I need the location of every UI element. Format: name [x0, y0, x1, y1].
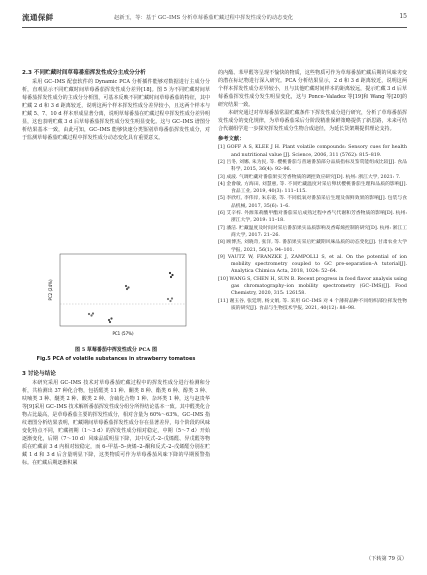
reference-item: [2] 吕冬, 刘娜, 朱为民, 等. 樱桃番茄与普通番茄部分品质指标及鉴赏能组成比较[J]. 食品科学, 2015, 36(4): 92–96. — [218, 159, 407, 173]
reference-item: [6] 艾辛梓. 外源茉莉酸甲酯对番茄采后成熟过程中香气代谢和芳香物质的影响[D]. 杭州: 浙江大学, 2019: 11–18. — [218, 211, 407, 224]
pca-cluster-7d — [169, 272, 174, 278]
right-column — [218, 69, 407, 312]
reference-item: [7] 潘洁. 贮藏温度及时间对采后番茄果实品质影响及香霉烯控制的研究[D]. 杭州: 浙江工商大学, 2017: 21–26. — [218, 225, 407, 238]
discussion-paragraph: 本研究采用 GC–IMS 技术对草莓番茄贮藏过程中的挥发性成分进行检测和分析，共检测出 37 种化合物，包括醛类 11 种、酮类 8 种、酯类 6 种、醇类 3 种、呋喃类 3 种、醚类 2 种、酸类 2 种、含硫化合物 1 种、杂环类 1 种，这与赵贵华等[9]采用 GC–IMS 技术解析番茄挥发性成分组分所得结论基本一致。其中醛类化合物占比最高，是草莓番茄主要的挥发性成分，相对含量为 60%～63%。GC–IMS 指纹谱图分析结果表明，贮藏期间草莓番茄挥发性成分存在显著差异，每个阶段的风味变化特点不同，贮藏初期（1～3 d）的挥发性成分相对稳定，中期（5～7 d）开始逐渐变化，后期（7～10 d）风味品质明显下降，其中反式–2–戊烯醛、异戊醛等物质在贮藏前 3 d 内相对较稳定，而 6–甲基–5–庚烯–2–酮和反式–2–戊烯醛分别在贮藏 1 d 和 3 d 后含量明显下降，这类物质可作为草莓番茄风味下降的早期预警指标。在贮藏后期逐渐积累 — [22, 380, 210, 467]
pca-cluster-3d — [108, 317, 113, 323]
pca-x-axis-label: PC1 (57%) — [112, 331, 134, 336]
left-column — [22, 69, 210, 142]
pca-plot-frame — [60, 254, 186, 326]
reference-item: [5] 李欣红, 李伟岸, 朱东姿, 等. 不同低氧对番茄采后生理及保鲜效果的影响[J]. 包装与食品机械, 2017, 35(6): 1–6. — [218, 196, 407, 209]
reference-item: [1] GOFF A S, KLEE J H. Plant volatile compounds: Sensory cues for health and nutritional value [J]. Science, 2006, 311 (5762): 815–819. — [218, 145, 407, 158]
pca-cluster-10d — [167, 297, 173, 302]
pca-cluster-2d — [88, 312, 94, 316]
conclusion-paragraph: 本研究通过对草莓番茄常温贮藏条件下挥发性成分进行研究，分析了草莓番茄挥发性成分的变化规律，为草莓番茄采后分阶段精准保鲜策略提供了新思路，未来可结合代谢组学进一步探究挥发性成分生物合成途径，为延长货架期提供理论支持。 — [218, 110, 407, 133]
header-rule — [22, 27, 407, 28]
pca-cluster-5d — [125, 285, 130, 290]
journal-name: 流通保鲜 — [22, 13, 54, 22]
running-header — [22, 12, 407, 24]
figure-caption-en: Fig.5 PCA of volatile substances in strawberry tomatoes — [36, 356, 196, 362]
continued-discussion-paragraph: 的内酯、苯甲醛等呈现不愉快的物质，这些物质可作为草莓番茄贮藏后期的风味劣变的潜在标记物进行深入研究。PCA 分析结果显示，2 d 和 3 d 距离较近，说明这两个样本挥发性成分差异较小，且与其他贮藏时间样本的距离较远，提示贮藏 3 d 后草莓番茄挥发性成分发生明显变化，这与 Ponce–Valadez 等[19]和 Wang 等[20]的研究结果一致。 — [218, 70, 407, 109]
reference-item: [8] 顾博杰, 刘晓奇, 张洋, 等. 番茄果实采后贮藏期风味品质的动态变化[J]. 甘肃农业大学学报, 2021, 56(1): 94–101. — [218, 240, 407, 253]
reference-item: [11] 谢玉谷, 张廷明, 杨文娟, 等. 采用 GC–IMS 对 4 个薄荷品种不同组织部位挥发性物质的研究[J]. 食品与生物技术学报, 2021, 40(12): 88–98. — [218, 298, 407, 311]
reference-item: [9] VAUTZ W, FRANZKE J, ZAMPOLLI S, et al. On the potential of ion mobility spectrometry coupled to GC pre-separation–A tutorial[J]. Analytica Chimica Acta, 2018, 1024: 52–64. — [218, 254, 407, 275]
continued-note: （下转第 79 页） — [365, 556, 407, 562]
reference-item: [4] 金會敏, 方海田, 刘慧惠, 等. 不同贮藏温度对采后卵状樱桃番茄生理和品质的影响[J]. 食品工业, 2019, 40(3): 111–115. — [218, 181, 407, 195]
figure-caption-cn: 图 5 草莓番茄中挥发性成分 PCA 图 — [74, 347, 158, 353]
page-number: 15 — [399, 13, 407, 20]
running-title: 赵新玉，等：基于 GC–IMS 分析草莓番茄贮藏过程中挥发性成分的动态变化 — [114, 15, 294, 21]
reference-item: [3] 成波. 气调贮藏对番茄果实芳香物质的调控效应研究[D]. 杭州: 浙江大学, 2021: 7. — [218, 174, 401, 180]
section-2-3-title: 2.3 不同贮藏时间草莓番茄挥发性成分主成分分析 — [22, 70, 146, 76]
pca-paragraph: 采用 GC–IMS 配套软件的 Dynamic PCA 分析插件能够对数据进行主成分分析，直观显示不同贮藏时间草莓番茄挥发性成分差异[18]。图 5 为不同贮藏时间草莓番茄挥发性成分的主成分分析图，可基本反映不同贮藏时间草莓番茄的特征，其中贮藏 2 d 和 3 d 距离较近，说明这两个样本挥发性成分差异较小，且这两个样本与贮藏 5、7、10 d 样本形成显著分离，说明草莓番茄在贮藏过程中挥发性成分差异明显，这也表明贮藏 3 d 后草莓番茄挥发性成分发生明显变化。这与 GC–IMS 谱图分析结果基本一致，由此可知，GC–IMS 能够快速分类鉴别草莓番茄挥发性成分，对于监测草莓番茄贮藏过程中挥发性成分动态变化具有重要意义。 — [22, 79, 210, 142]
pca-y-axis-label: PC2 (24%) — [48, 279, 53, 301]
references-title: 参考文献： — [218, 136, 245, 143]
reference-item: [10] WANG S, CHEN H, SUN B. Recent progress in food flavor analysis using gas chromatography–ion mobility spectrometry (GC–IMS)[J]. Food Chemistry, 2020, 315: 126158. — [218, 276, 407, 297]
left-column-lower — [22, 370, 210, 468]
section-3-title: 3 讨论与结论 — [22, 371, 56, 377]
pca-figure — [22, 252, 210, 342]
